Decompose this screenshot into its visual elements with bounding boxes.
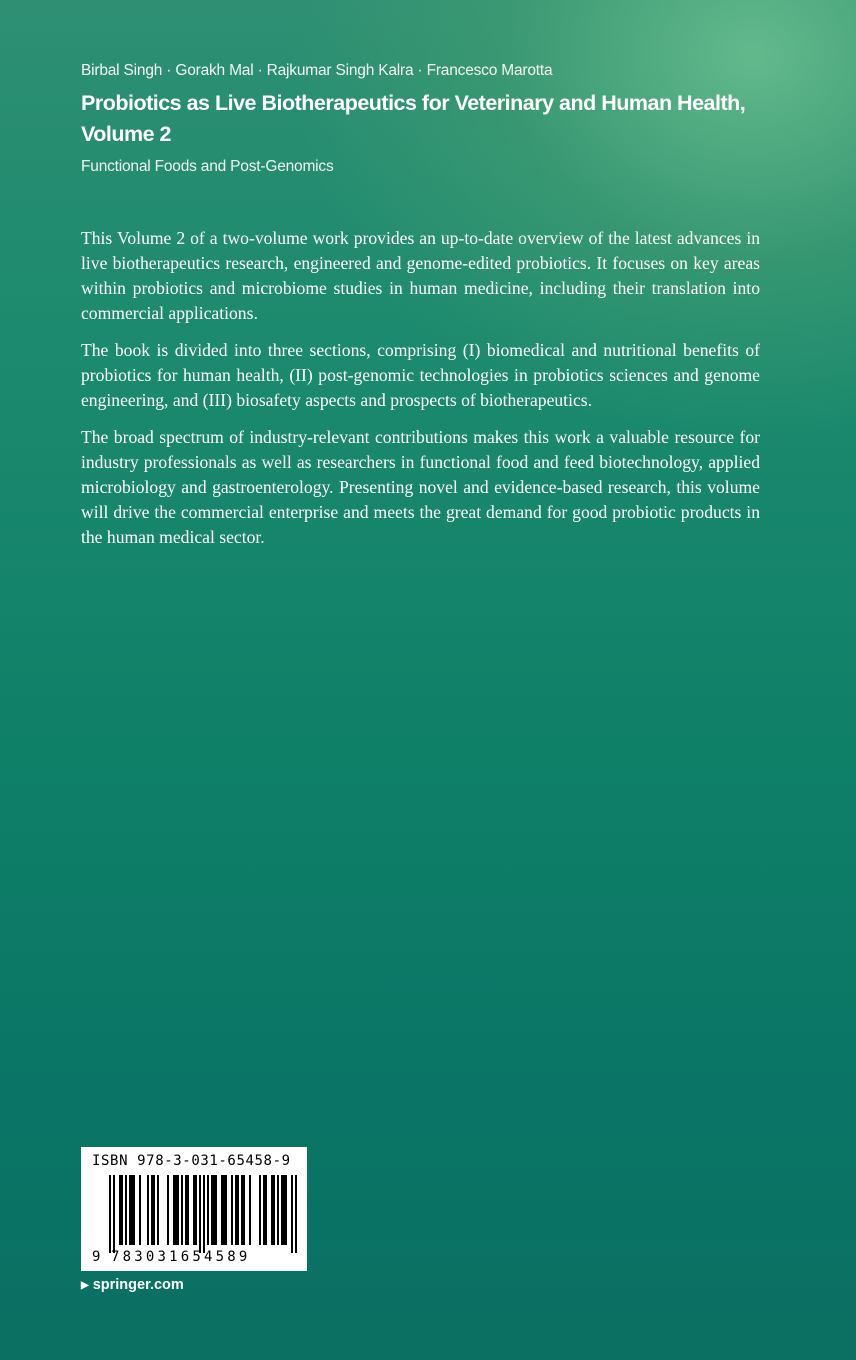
barcode-bar [281,1175,287,1245]
barcode-bar [139,1175,141,1245]
barcode-bar [125,1175,127,1245]
barcode-bar [119,1175,123,1245]
barcode-bar [129,1175,135,1245]
authors: Birbal Singh · Gorakh Mal · Rajkumar Singh Kalra · Francesco Marotta [81,62,553,79]
barcode-bar [207,1175,209,1245]
barcode-bar [181,1175,183,1245]
barcode-bar [167,1175,169,1245]
barcode-first-digit: 9 [92,1249,101,1265]
publisher-link[interactable] [81,1277,184,1293]
barcode-bar [113,1175,115,1253]
barcode-bar [199,1175,201,1253]
book-title: Probiotics as Live Biotherapeutics for Veterinary and Human Health, Volume 2 [81,91,746,146]
barcode-bar [211,1175,217,1245]
barcode-bar [249,1175,251,1245]
book-subtitle: Functional Foods and Post-Genomics [81,158,334,175]
barcode-bar [173,1175,179,1245]
blurb-paragraph-3: The broad spectrum of industry-relevant contributions makes this work a valuable resource for industry professionals as well as researchers in functional food and feed biotechnology, applied microbiology and gastroenterology. Presenting novel and evidence-based research, this volume will drive the commercial enterprise and meets the great demand for good probiotic products in the human medical sector. [81,427,760,547]
barcode-bar [263,1175,267,1245]
blurb-paragraph-1: This Volume 2 of a two-volume work provides an up-to-date overview of the latest advances in live biotherapeutics research, engineered and genome-edited probiotics. It focuses on key areas within probiotics and microbiome studies in human medicine, including their translation into commercial applications. [81,228,760,323]
barcode-bar [109,1175,111,1253]
barcode-bar [203,1175,205,1253]
publisher-url: springer.com [92,1277,184,1293]
barcode-bar [193,1175,197,1245]
barcode-bar [277,1175,279,1245]
barcode-bar [259,1175,261,1245]
barcode-bar [151,1175,155,1245]
isbn-text: ISBN 978-3-031-65458-9 [92,1153,291,1169]
barcode-bars [109,1175,297,1253]
blurb [81,226,760,562]
barcode-bar [147,1175,149,1245]
barcode-bar [235,1175,239,1245]
barcode-bar [185,1175,189,1245]
barcode-bar [157,1175,159,1245]
barcode-bar [291,1175,293,1253]
barcode-bar [231,1175,233,1245]
barcode-digits: 783031654589 [111,1249,251,1265]
barcode-bar [241,1175,245,1245]
barcode-bar [295,1175,297,1253]
barcode-bar [221,1175,227,1245]
blurb-paragraph-2: The book is divided into three sections, comprising (I) biomedical and nutritional benefits of probiotics for human health, (II) post-genomic technologies in probiotics sciences and genome engineering, and (III) biosafety aspects and prospects of biotherapeutics. [81,340,760,410]
barcode-box [81,1147,307,1271]
barcode-bar [271,1175,275,1245]
triangle-right-icon: ▶ [81,1279,89,1291]
